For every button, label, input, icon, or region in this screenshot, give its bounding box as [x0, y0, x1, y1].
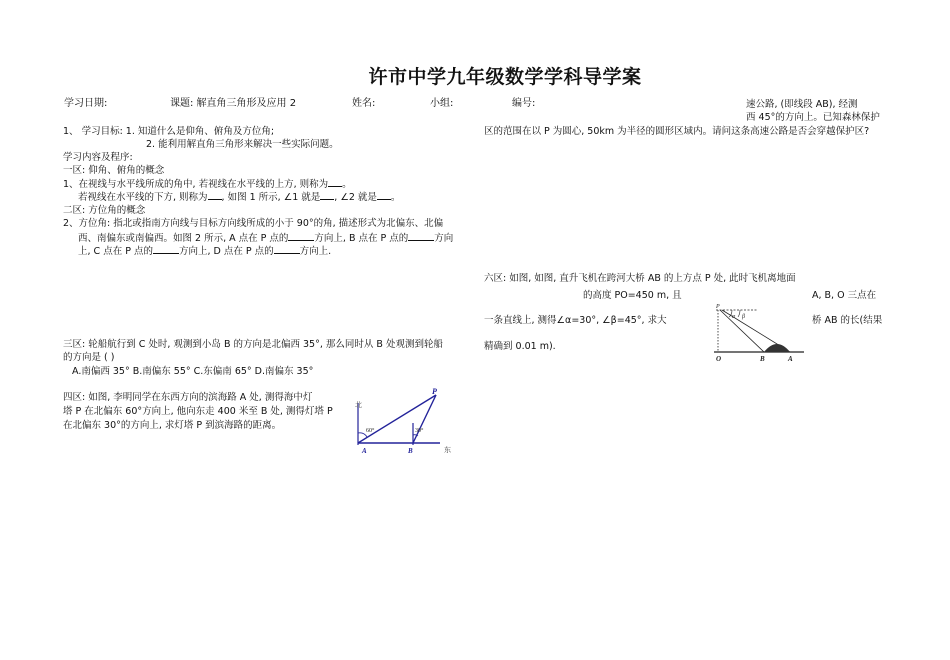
north-label: 北: [355, 401, 362, 409]
section-2-line-1: 2、方位角: 指北或指南方向线与目标方向线所成的小于 90°的角, 描述形式为北偏东、北偏: [63, 218, 444, 229]
section-2-heading: 二区: 方位角的概念: [63, 205, 146, 216]
point-b-label: B: [408, 447, 413, 455]
section-6-line-4: 精确到 0.01 m).: [484, 341, 556, 352]
section-4-line-3: 在北偏东 30°的方向上, 求灯塔 P 到滨海路的距离。: [63, 420, 282, 431]
section-3-line-1: 三区: 轮船航行到 C 处时, 观测到小岛 B 的方向是北偏西 35°, 那么同时从 B 处观测到轮船: [63, 339, 443, 350]
answer-blank[interactable]: [288, 230, 314, 241]
answer-blank[interactable]: [377, 189, 391, 200]
section-4-line-1: 四区: 如图, 李明同学在东西方向的滨海路 A 处, 测得海中灯: [63, 392, 313, 403]
point-p-label: P: [432, 387, 437, 396]
section-3-options: A.南偏西 35° B.南偏东 55° C.东偏南 65° D.南偏东 35°: [72, 366, 314, 377]
topic-label: 课题: 解直角三角形及应用 2: [170, 98, 297, 109]
helicopter-bridge-figure: [710, 300, 810, 366]
angle-b-label: 30°: [415, 428, 424, 434]
section-6-line-3b: 桥 AB 的长(结果: [812, 315, 883, 326]
learning-goal-1: 1、 学习目标: 1. 知道什么是仰角、俯角及方位角;: [63, 126, 275, 137]
answer-blank[interactable]: [328, 176, 342, 187]
point-a-label: A: [362, 447, 367, 455]
section-2-line-3: 上, C 点在 P 点的 方向上, D 点在 P 点的 方向上.: [78, 243, 331, 259]
section-5-line-3: 区的范围在以 P 为圆心, 50km 为半径的圆形区域内。请问这条高速公路是否会穿越保护区?: [484, 126, 870, 137]
angle-arc-beta: [738, 310, 740, 317]
page-title: 许市中学九年级数学学科导学案: [368, 66, 642, 88]
section-5-line-1: 速公路, (即线段 AB), 经测: [746, 99, 858, 110]
answer-blank[interactable]: [408, 230, 434, 241]
section-6-line-3a: 一条直线上, 测得∠α=30°, ∠β=45°, 求大: [484, 315, 667, 326]
bridge-hump: [764, 344, 790, 352]
content-heading: 学习内容及程序:: [63, 152, 133, 163]
number-label: 编号:: [512, 98, 536, 109]
group-label: 小组:: [430, 98, 454, 109]
section-5-line-2: 西 45°的方向上。已知森林保护: [746, 112, 880, 123]
answer-blank[interactable]: [153, 243, 179, 254]
beta-label: β: [742, 314, 745, 320]
name-label: 姓名:: [352, 98, 376, 109]
section-3-line-2: 的方向是 ( ): [63, 352, 115, 363]
point-b-label: B: [760, 355, 765, 363]
answer-blank[interactable]: [320, 189, 334, 200]
section-1-heading: 一区: 仰角、俯角的概念: [63, 165, 165, 176]
section-1-line-1: 1、在视线与水平线所成的角中, 若视线在水平线的上方, 则称为 。: [63, 176, 352, 192]
section-2-line-2: 西、南偏东或南偏西。如图 2 所示, A 点在 P 点的 方向上, B 点在 P 点的 方向: [78, 230, 453, 246]
east-label: 东: [444, 446, 451, 454]
point-o-label: O: [716, 355, 722, 363]
date-label: 学习日期:: [64, 98, 108, 109]
section-6-line-1: 六区: 如图, 如图, 直升飞机在跨河大桥 AB 的上方点 P 处, 此时飞机离地面: [484, 273, 796, 284]
answer-blank[interactable]: [274, 243, 300, 254]
learning-goal-2: 2. 能利用解直角三角形来解决一些实际问题。: [146, 139, 339, 150]
point-a-label: A: [788, 355, 793, 363]
section-6-line-2a: 的高度 PO=450 m, 且: [583, 290, 682, 301]
answer-blank[interactable]: [208, 189, 222, 200]
angle-a-label: 60°: [366, 428, 375, 434]
section-4-line-2: 塔 P 在北偏东 60°方向上, 他向东走 400 米至 B 处, 测得灯塔 P: [63, 406, 333, 417]
section-6-line-2b: A, B, O 三点在: [812, 290, 877, 301]
section-1-line-2: 若视线在水平线的下方, 则称为 , 如图 1 所示, ∠1 就是 , ∠2 就是 。: [78, 189, 400, 205]
lighthouse-figure: [340, 385, 460, 457]
alpha-label: α: [732, 314, 736, 320]
point-p-label: P: [716, 304, 720, 310]
